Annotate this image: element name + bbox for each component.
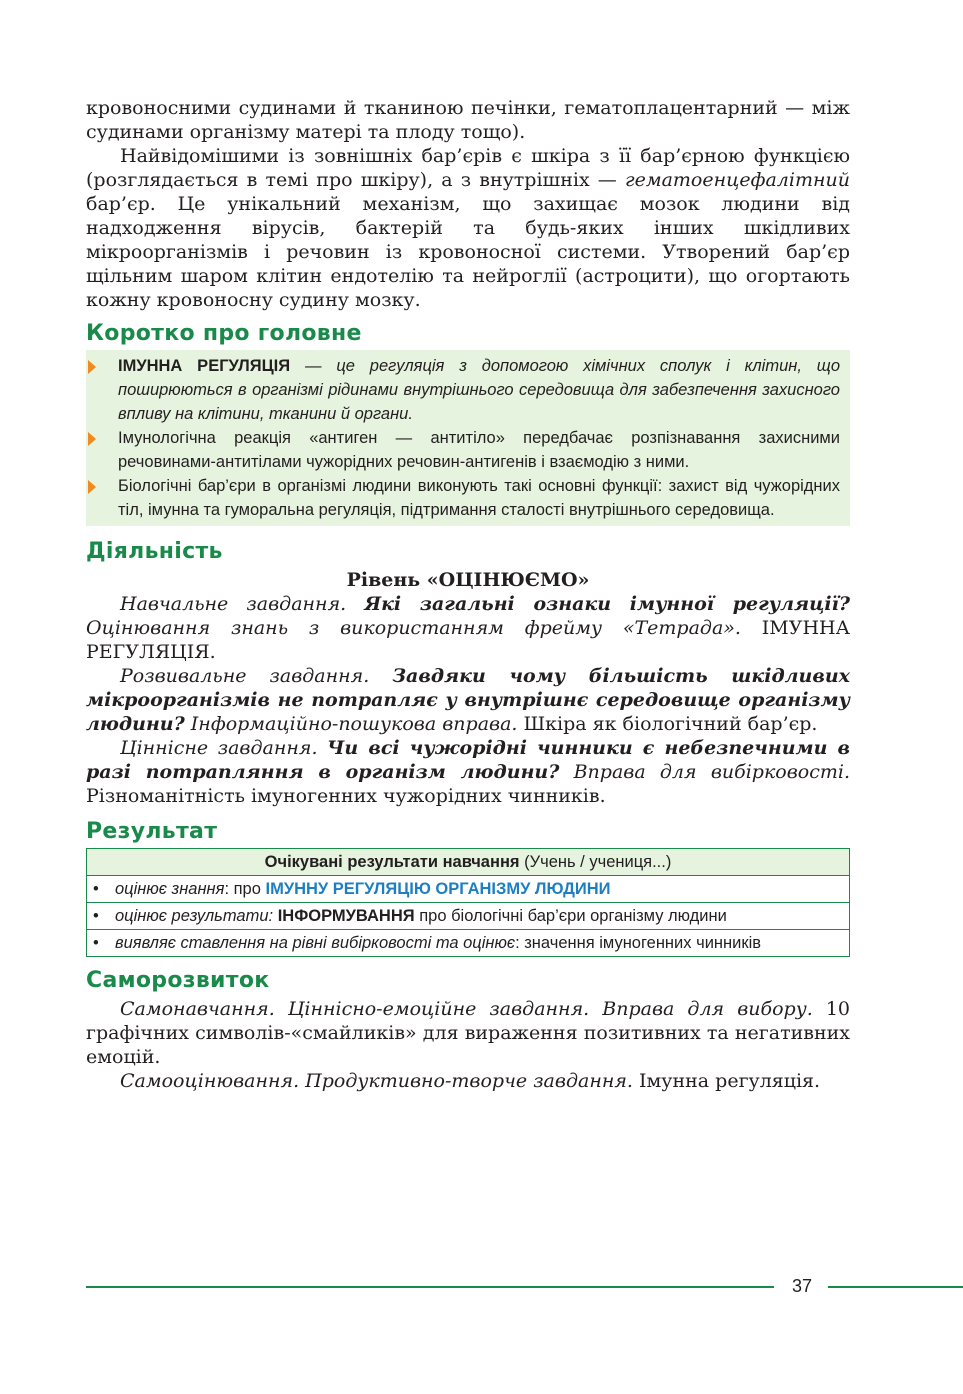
row-verb: виявляє ставлення на рівні вибірковості та оцінює xyxy=(115,934,516,952)
task-question: Чи всі чужорідні чинники є небезпечними в разі потрапляння в організм людини? xyxy=(86,737,850,783)
self-task-label: Самооцінювання. Продуктивно-творче завдання. xyxy=(120,1070,633,1092)
summary-item-2 xyxy=(118,426,840,474)
self-task-text: Імунна регуляція. xyxy=(632,1070,821,1092)
row-bullet: • xyxy=(93,934,99,952)
row-verb: оцінює знання xyxy=(115,880,225,898)
summary-text: Імунологічна реакція «антиген — антитіло» передбачає розпізнавання захисними речовинами-антитілами чужорідних речовин-антигенів і взаємодію з ними. xyxy=(118,429,840,471)
activity-task-3 xyxy=(86,736,850,808)
footer-divider-right xyxy=(828,1286,963,1288)
table-row xyxy=(87,876,850,903)
task-method: Оцінювання знань з використанням фрейму «Тетрада». xyxy=(86,617,741,639)
triangle-bullet-icon xyxy=(88,360,96,374)
row-bullet: • xyxy=(93,880,99,898)
self-development-paragraph-1 xyxy=(86,997,850,1069)
row-rest: про біологічні бар’єри організму людини xyxy=(414,907,727,925)
self-development-paragraph-2 xyxy=(86,1069,850,1093)
row-bold: ІНФОРМУВАННЯ xyxy=(277,907,415,925)
summary-box xyxy=(86,350,850,526)
activity-level-title: Рівень «ОЦІНЮЄМО» xyxy=(346,569,590,591)
table-cell xyxy=(87,930,850,957)
intro-term: гематоенцефалітний xyxy=(624,169,850,191)
intro-paragraph-2 xyxy=(86,144,850,312)
self-task-text: 10 графічних символів-«смайликів» для вираження позитивних та негативних емоцій. xyxy=(86,998,850,1068)
table-header-title: Очікувані результати навчання xyxy=(264,853,520,871)
page-content xyxy=(86,96,850,1093)
summary-heading: Коротко про головне xyxy=(86,321,362,346)
table-cell xyxy=(87,903,850,930)
task-topic: Шкіра як біологічний бар’єр. xyxy=(517,713,818,735)
table-header-row xyxy=(87,849,850,876)
task-label: Розвивальне завдання. xyxy=(120,665,393,687)
row-verb: оцінює результати: xyxy=(115,907,274,925)
intro-text-b: бар’єр. Це унікальний механізм, що захищає мозок людини від надходження вірусів, бактерій та будь-яких інших шкідливих мікроорганізмів і речовин із кровоносної системи. Утворений бар’єр щільним шаром клітин ендотелію та нейроглії (астроцити), що огортають кожну кровоносну судину мозку. xyxy=(86,193,850,311)
table-header-note: (Учень / учениця...) xyxy=(519,853,672,871)
task-label: Навчальне завдання. xyxy=(120,593,365,615)
results-table xyxy=(86,848,850,957)
task-method: Інформаційно-пошукова вправа. xyxy=(184,713,518,735)
task-topic: Різноманітність імуногенних чужорідних чинників. xyxy=(86,785,606,807)
activity-heading: Діяльність xyxy=(86,539,223,564)
activity-task-2 xyxy=(86,664,850,736)
table-cell xyxy=(87,876,850,903)
summary-item-1 xyxy=(118,354,840,426)
result-heading: Результат xyxy=(86,819,218,844)
triangle-bullet-icon xyxy=(88,432,96,446)
table-header-cell xyxy=(87,849,850,876)
row-highlight: ІМУННУ РЕГУЛЯЦІЮ ОРГАНІЗМУ ЛЮДИНИ xyxy=(265,880,611,898)
row-rest: : значення імуногенних чинників xyxy=(515,934,761,952)
summary-text: Біологічні бар’єри в організмі людини виконують такі основні функції: захист від чужорідних тіл, імунна та гуморальна регуляція, підтримання сталості внутрішнього середовища. xyxy=(118,477,840,519)
row-bullet: • xyxy=(93,907,99,925)
task-label: Ціннісне завдання. xyxy=(120,737,328,759)
self-task-label: Самонавчання. Ціннісно-емоційне завдання. Вправа для вибору. xyxy=(120,998,813,1020)
triangle-bullet-icon xyxy=(88,480,96,494)
table-row xyxy=(87,903,850,930)
summary-item-3 xyxy=(118,474,840,522)
footer-divider-left xyxy=(86,1286,774,1288)
summary-term: ІМУННА РЕГУЛЯЦІЯ xyxy=(118,357,291,375)
self-development-heading: Саморозвиток xyxy=(86,968,270,993)
table-row xyxy=(87,930,850,957)
summary-definition: — це регуляція з допомогою хімічних сполук і клітин, що поширюються в організмі рідинами внутрішнього середовища для забезпечення захисного впливу на клітини, тканини й органи. xyxy=(118,357,841,423)
task-question: Які загальні ознаки імунної регуляції? xyxy=(364,593,851,615)
task-method: Вправа для вибірковості. xyxy=(559,761,851,783)
row-mid: : про xyxy=(224,880,266,898)
task-topic: ІМУННА РЕГУЛЯЦІЯ. xyxy=(86,617,850,663)
activity-task-1 xyxy=(86,592,850,664)
task-question: Завдяки чому більшість шкідливих мікроорганізмів не потрапляє у внутрішнє середовище організму людини? xyxy=(86,665,850,735)
intro-text-a: Найвідомішими із зовнішніх бар’єрів є шкіра з її бар’єрною функцією (розглядається в темі про шкіру), а з внутрішніх — xyxy=(86,145,850,191)
intro-paragraph-1: кровоносними судинами й тканиною печінки, гематоплацентарний — між судинами організму матері та плоду тощо). xyxy=(86,97,850,143)
page-number: 37 xyxy=(791,1276,813,1296)
